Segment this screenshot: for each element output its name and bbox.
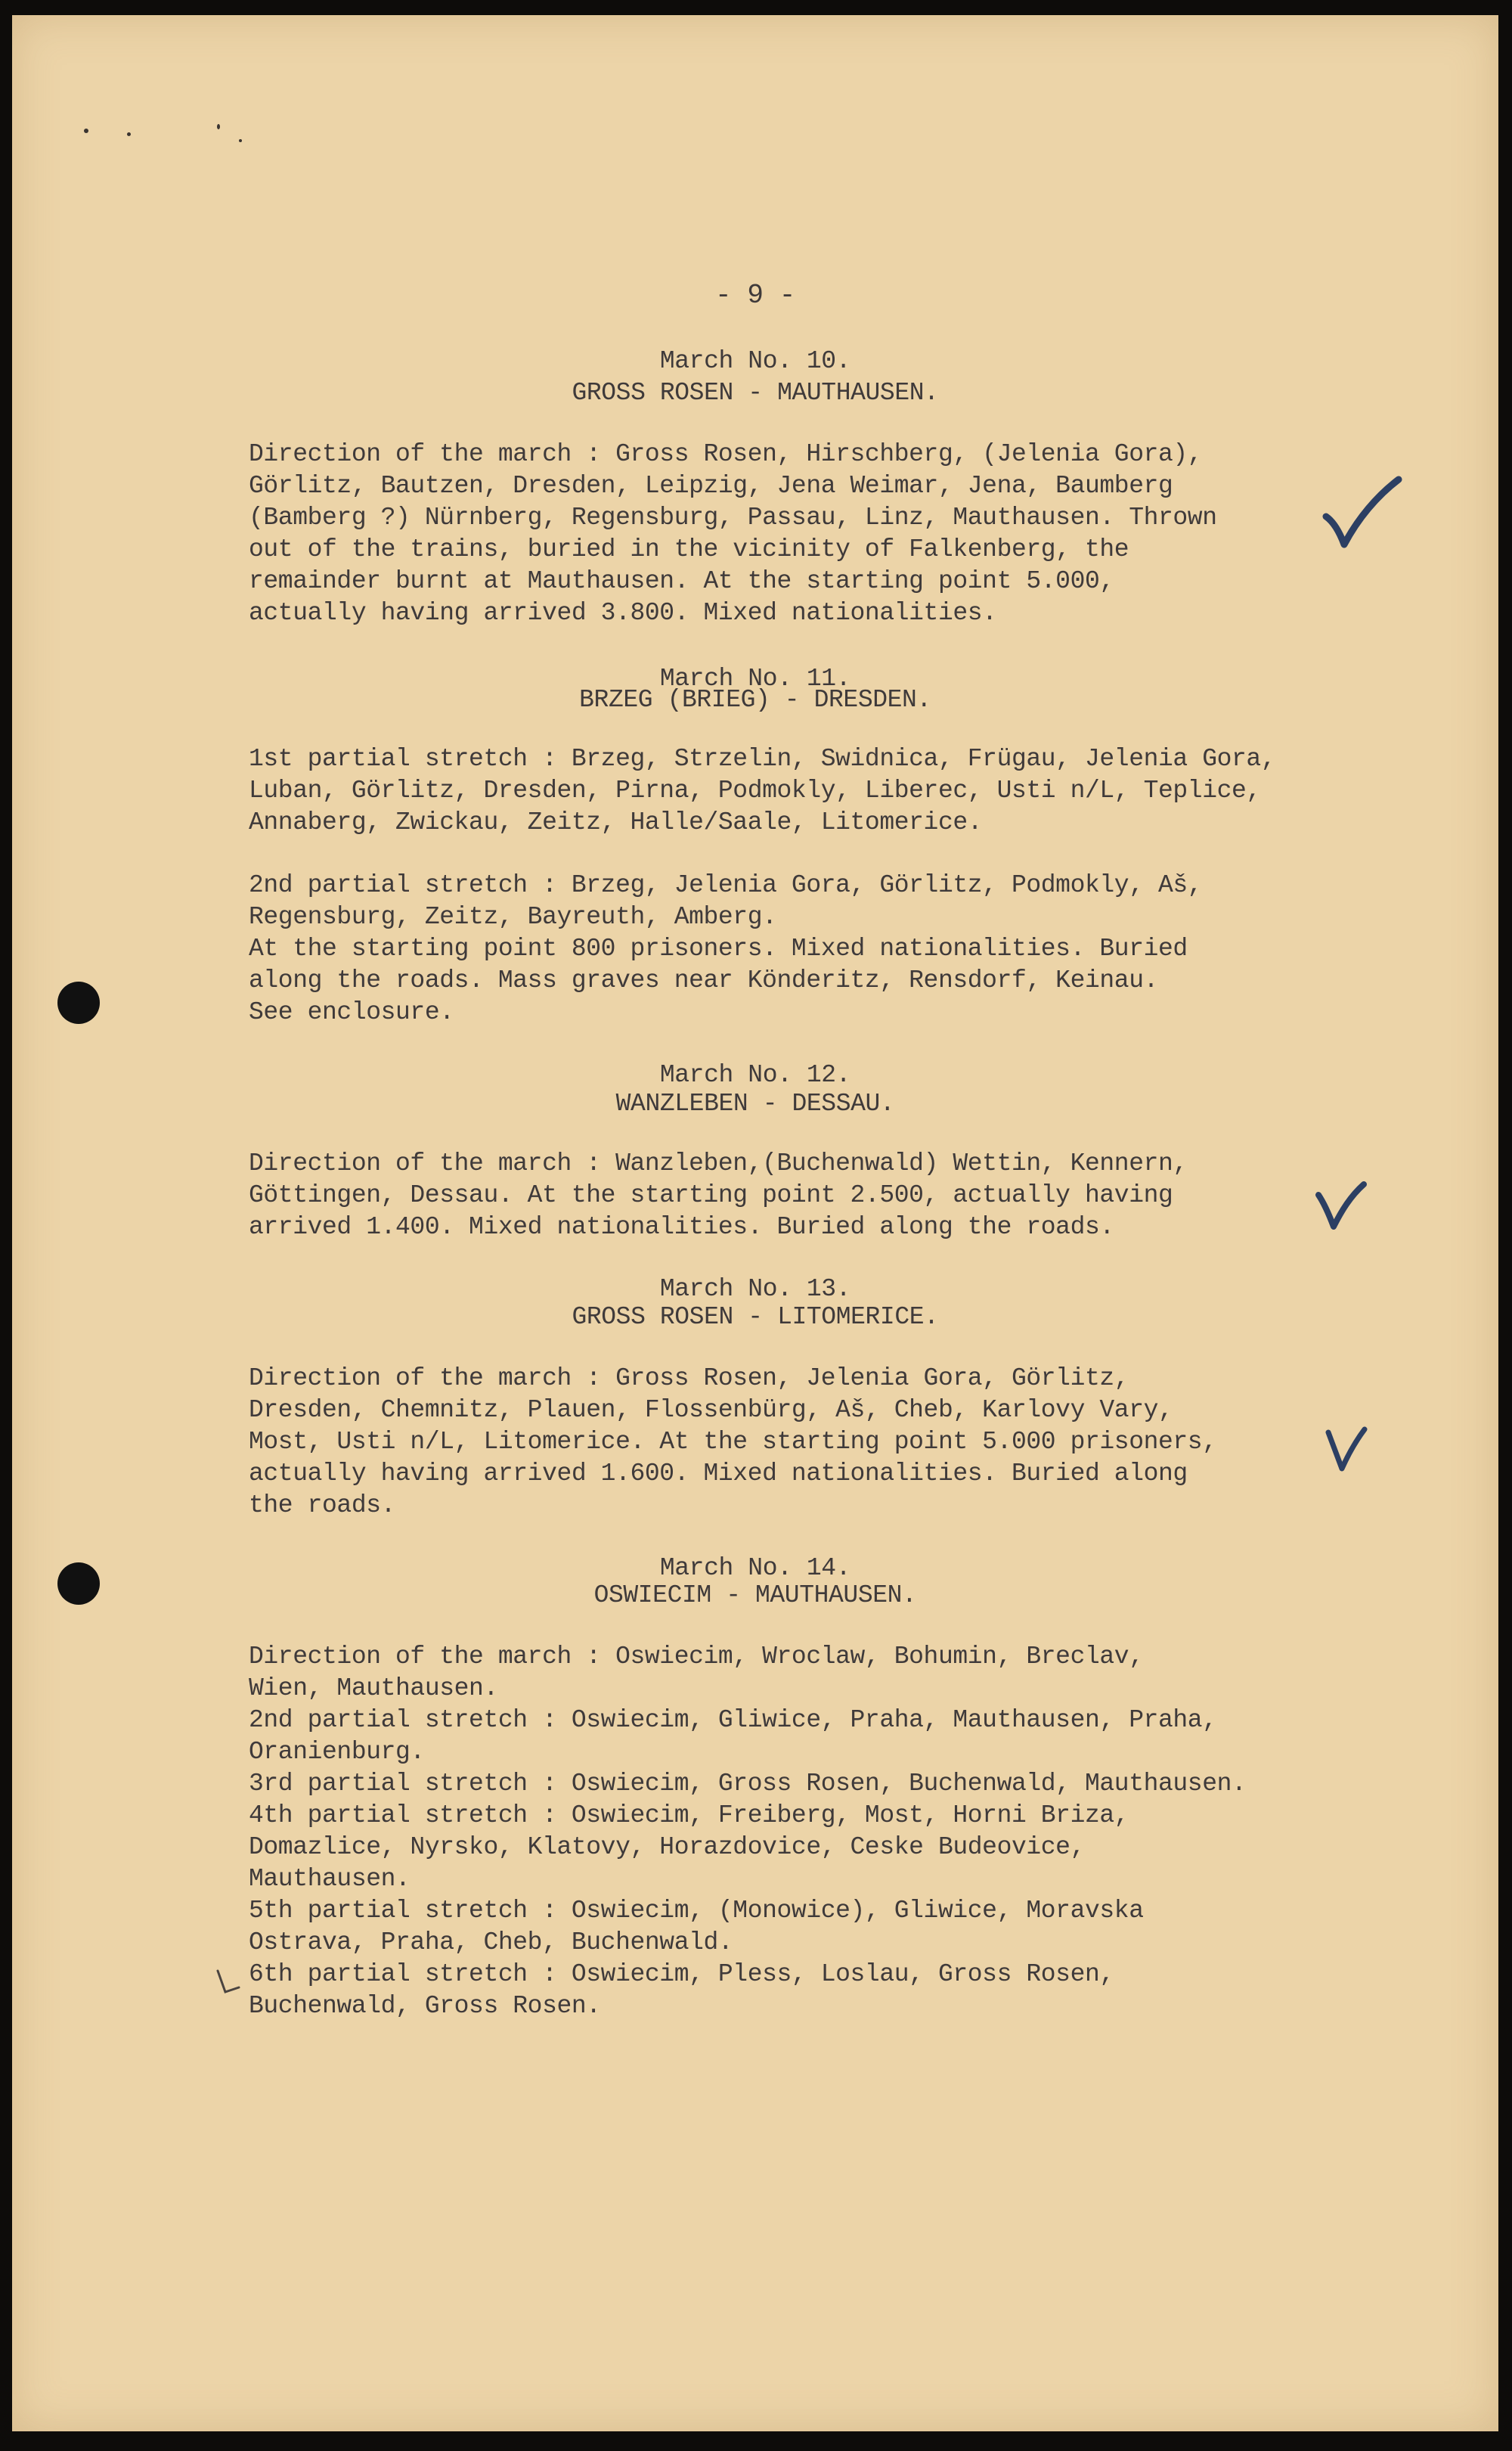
punch-hole-icon xyxy=(57,1562,100,1605)
march-description: 1st partial stretch : Brzeg, Strzelin, Swidnica, Frügau, Jelenia Gora, Luban, Görlitz, Dresden, Pirna, Podmokly, Liberec, Usti n/L, Teplice, Annaberg, Zwickau, Zeitz, Halle/Saale, Litomerice. xyxy=(249,745,1276,836)
march-route: OSWIECIM - MAUTHAUSEN. xyxy=(593,1581,917,1609)
ink-speck xyxy=(127,132,131,136)
ink-speck xyxy=(217,124,220,129)
march-route: GROSS ROSEN - MAUTHAUSEN. xyxy=(572,379,939,407)
march-number: March No. 14. xyxy=(659,1554,851,1582)
ink-speck xyxy=(84,129,88,133)
march-number: March No. 11. xyxy=(659,665,851,693)
march-route: GROSS ROSEN - LITOMERICE. xyxy=(572,1303,939,1331)
march-description: Direction of the march : Gross Rosen, Jelenia Gora, Görlitz, Dresden, Chemnitz, Plauen, Flossenbürg, Aš, Cheb, Karlovy Vary, Most, Usti n/L, Litomerice. At the starting point 5.000 prisoners, actually having arrived 1.600. Mixed nationalities. Buried along the roads. xyxy=(249,1364,1217,1519)
ink-speck xyxy=(239,139,242,142)
checkmark-icon xyxy=(1314,1180,1367,1233)
march-number: March No. 12. xyxy=(659,1061,851,1089)
march-description: Direction of the march : Wanzleben,(Buchenwald) Wettin, Kennern, Göttingen, Dessau. At the starting point 2.500, actually having arrived 1.400. Mixed nationalities. Buried along the roads. xyxy=(249,1149,1188,1241)
page-number: - 9 - xyxy=(714,280,796,311)
checkmark-icon xyxy=(1320,475,1403,551)
march-description: Direction of the march : Oswiecim, Wroclaw, Bohumin, Breclav, Wien, Mauthausen. 2nd partial stretch : Oswiecim, Gliwice, Praha, Mauthausen, Praha, Oranienburg. 3rd partial stretch : Oswiecim, Gross Rosen, Buchenwald, Mauthausen. 4th partial stretch : Oswiecim, Freiberg, Most, Horni Briza, Domazlice, Nyrsko, Klatovy, Horazdovice, Ceske Budeovice, Mauthausen. 5th partial stretch : Oswiecim, (Monowice), Gliwice, Moravska Ostrava, Praha, Cheb, Buchenwald. 6th partial stretch : Oswiecim, Pless, Loslau, Gross Rosen, Buchenwald, Gross Rosen. xyxy=(249,1643,1247,2020)
pencil-mark-icon xyxy=(215,1968,242,1998)
march-number: March No. 13. xyxy=(659,1275,851,1303)
punch-hole-icon xyxy=(57,982,100,1024)
checkmark-icon xyxy=(1324,1423,1369,1476)
march-number: March No. 10. xyxy=(659,347,851,375)
march-route: WANZLEBEN - DESSAU. xyxy=(615,1090,895,1118)
march-route: BRZEG (BRIEG) - DRESDEN. xyxy=(579,686,931,714)
march-description: Direction of the march : Gross Rosen, Hirschberg, (Jelenia Gora), Görlitz, Bautzen, Dresden, Leipzig, Jena Weimar, Jena, Baumberg (Bamberg ?) Nürnberg, Regensburg, Passau, Linz, Mauthausen. Thrown out of the trains, buried in the vicinity of Falkenberg, the remainder burnt at Mauthausen. At the starting point 5.000, actually having arrived 3.800. Mixed nationalities. xyxy=(249,440,1217,627)
document-page xyxy=(12,15,1498,2431)
march-description-continued: 2nd partial stretch : Brzeg, Jelenia Gora, Görlitz, Podmokly, Aš, Regensburg, Zeitz, Bayreuth, Amberg. At the starting point 800 prisoners. Mixed nationalities. Buried along the roads. Mass graves near Könderitz, Rensdorf, Keinau. See enclosure. xyxy=(249,871,1203,1026)
